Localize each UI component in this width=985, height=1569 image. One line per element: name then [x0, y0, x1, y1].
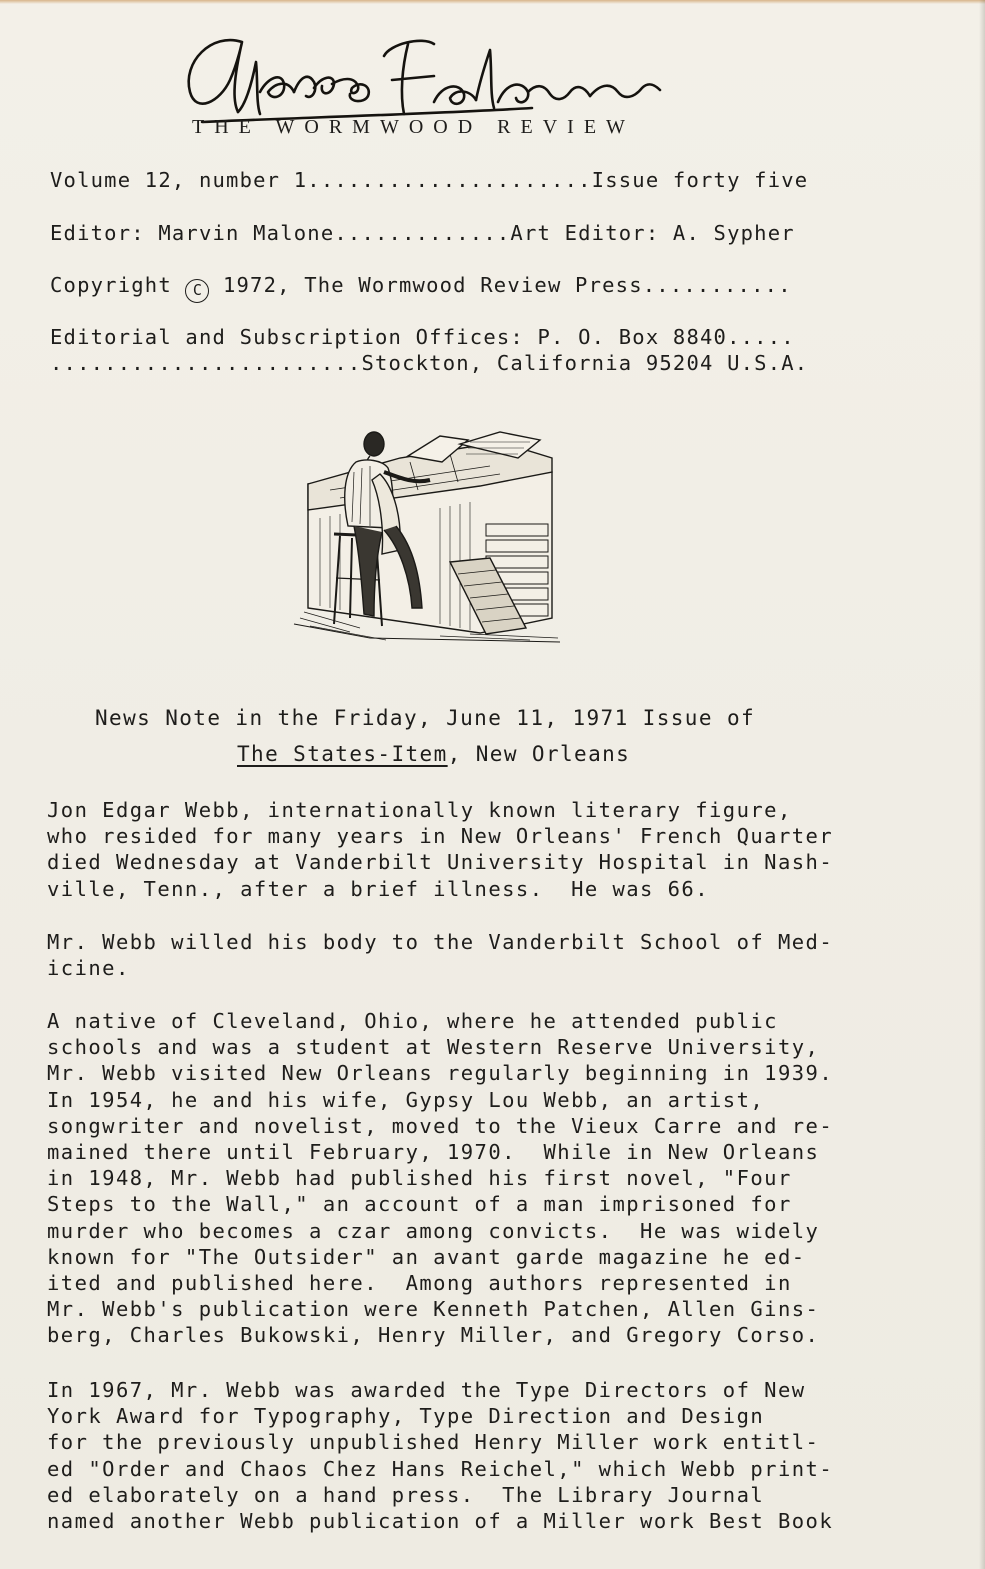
- typesetter-engraving: [290, 428, 570, 648]
- publication-name: The States-Item: [237, 742, 448, 766]
- masthead-title: THE WORMWOOD REVIEW: [192, 116, 635, 138]
- news-note-publication: [237, 742, 630, 766]
- paragraph-biography: A native of Cleveland, Ohio, where he attended public schools and was a student at Western Reserve University, Mr. Webb visited New Orleans regularly beginning in 1939. In 1954, he and his wife, Gypsy Lou Webb, an artist, songwriter and novelist, moved to the Vieux Carre and re- mained there until February, 1970. While in New Orleans in 1948, Mr. Webb had published his first novel, "Four Steps to the Wall," an account of a man imprisoned for murder who becomes a czar among convicts. He was widely known for "The Outsider" an avant garde magazine he ed- ited and published here. Among authors represented in Mr. Webb's publication were Kenneth Patchen, Allen Gins- berg, Charles Bukowski, Henry Miller, and Gregory Corso.: [47, 1009, 834, 1348]
- offices-line-1: Editorial and Subscription Offices: P. O. Box 8840.....: [50, 325, 795, 349]
- page-top-edge: [0, 0, 985, 4]
- volume-line: Volume 12, number 1.....................Issue forty five: [50, 168, 809, 192]
- paragraph-award: In 1967, Mr. Webb was awarded the Type Directors of New York Award for Typography, Type Direction and Design for the previously unpublished Henry Miller work entitl- ed "Order and Chaos Chez Hans Reichel," which Webb print- ed elaborately on a hand press. The Library Journal named another Webb publication of a Miller work Best Book: [47, 1378, 834, 1534]
- page-edge-shadow: [979, 0, 985, 1569]
- publication-location: , New Orleans: [447, 742, 631, 766]
- copyright-symbol: C: [185, 279, 209, 303]
- paragraph-obituary: Jon Edgar Webb, internationally known literary figure, who resided for many years in New Orleans' French Quarter died Wednesday at Vanderbilt University Hospital in Nash- ville, Tenn., after a brief illness. He was 66.: [47, 798, 834, 901]
- offices-line-2: .......................Stockton, California 95204 U.S.A.: [50, 351, 809, 375]
- news-note-title: News Note in the Friday, June 11, 1971 Issue of: [95, 706, 756, 730]
- copyright-line: [50, 273, 920, 303]
- copyright-prefix: Copyright: [50, 273, 186, 297]
- copyright-suffix: 1972, The Wormwood Review Press...........: [209, 273, 792, 297]
- editor-line: Editor: Marvin Malone.............Art Editor: A. Sypher: [50, 221, 795, 245]
- paragraph-willed-body: Mr. Webb willed his body to the Vanderbilt School of Med- icine.: [47, 930, 834, 981]
